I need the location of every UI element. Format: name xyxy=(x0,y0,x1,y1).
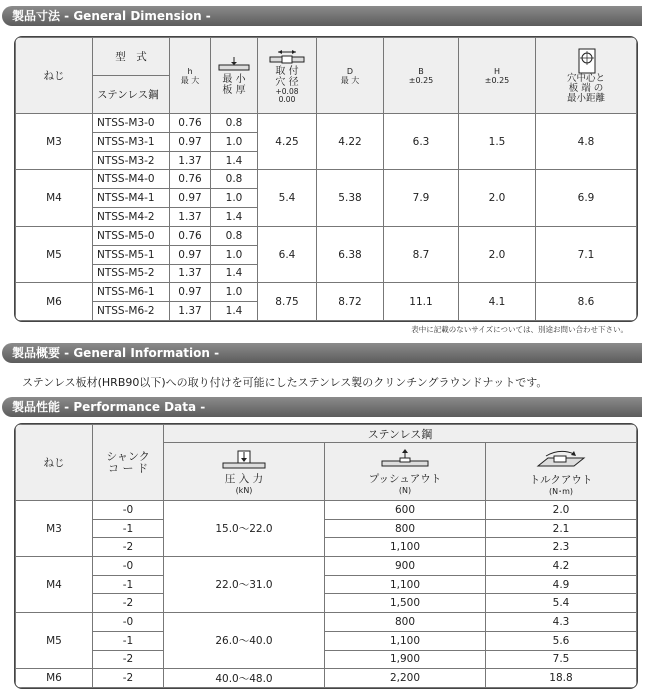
B-value: 6.3 xyxy=(384,114,459,170)
col-header-B xyxy=(384,38,459,114)
perf-header-pushout-unit: (N) xyxy=(398,485,412,495)
h-max: 1.37 xyxy=(170,151,211,170)
torque-out-value: 5.4 xyxy=(486,594,637,613)
performance-table xyxy=(15,424,637,688)
header-B-label: B xyxy=(418,66,424,76)
edge-distance: 6.9 xyxy=(536,170,637,226)
min-thickness: 1.0 xyxy=(211,189,258,208)
perf-header-press-force xyxy=(164,443,325,501)
mount-hole: 6.4 xyxy=(258,226,317,282)
table-row xyxy=(16,669,637,688)
section-bar-dimension: 製品寸法 - General Dimension - xyxy=(2,6,642,26)
pushout-value: 1,100 xyxy=(325,575,486,594)
h-max: 1.37 xyxy=(170,264,211,283)
torque-out-value: 2.1 xyxy=(486,519,637,538)
torque-out-value: 7.5 xyxy=(486,650,637,669)
part-number: NTSS-M4-0 xyxy=(93,170,170,189)
edge-distance: 7.1 xyxy=(536,226,637,282)
information-text: ステンレス板材(HRB90以下)への取り付けを可能にしたステンレス製のクリンチングラウンドナットです。 xyxy=(22,376,548,389)
h-max: 0.97 xyxy=(170,283,211,302)
table-row xyxy=(16,650,637,669)
table-row xyxy=(16,594,637,613)
h-max: 0.97 xyxy=(170,189,211,208)
pushout-value: 2,200 xyxy=(325,669,486,688)
table-row xyxy=(16,613,637,632)
mount-hole: 4.25 xyxy=(258,114,317,170)
part-number: NTSS-M3-2 xyxy=(93,151,170,170)
perf-header-torque-out xyxy=(486,443,637,501)
min-thickness: 1.0 xyxy=(211,132,258,151)
h-max: 0.76 xyxy=(170,226,211,245)
table-row xyxy=(16,170,637,189)
col-header-edge-distance xyxy=(536,38,637,114)
min-thickness: 1.4 xyxy=(211,302,258,321)
pushout-value: 800 xyxy=(325,519,486,538)
col-header-type: 型 式 xyxy=(93,38,170,76)
part-number: NTSS-M3-1 xyxy=(93,132,170,151)
torque-out-value: 18.8 xyxy=(486,669,637,688)
D-max: 5.38 xyxy=(317,170,384,226)
shank-code: -1 xyxy=(93,519,164,538)
dimension-note: 表中に記載のないサイズについては、別途お問い合わせ下さい。 xyxy=(411,325,628,334)
min-thickness: 0.8 xyxy=(211,226,258,245)
B-value: 8.7 xyxy=(384,226,459,282)
min-thickness: 0.8 xyxy=(211,114,258,133)
table-row xyxy=(16,519,637,538)
press-force: 40.0～48.0 xyxy=(164,669,325,688)
torque-out-value: 4.9 xyxy=(486,575,637,594)
torque-out-value: 2.3 xyxy=(486,538,637,557)
header-D-sub: 最 大 xyxy=(340,75,360,85)
col-header-H xyxy=(459,38,536,114)
H-value: 2.0 xyxy=(459,170,536,226)
perf-header-neji: ねじ xyxy=(16,425,93,501)
performance-table-frame xyxy=(14,423,638,689)
col-header-h xyxy=(170,38,211,114)
h-max: 1.37 xyxy=(170,208,211,227)
perf-header-stainless: ステンレス鋼 xyxy=(164,425,637,443)
table-row xyxy=(16,226,637,245)
part-number: NTSS-M3-0 xyxy=(93,114,170,133)
perf-header-shank-label: シャンク コ ー ド xyxy=(106,449,150,475)
neji-size: M5 xyxy=(16,226,93,282)
pushout-value: 1,500 xyxy=(325,594,486,613)
press-force: 15.0～22.0 xyxy=(164,501,325,557)
col-header-D xyxy=(317,38,384,114)
h-max: 1.37 xyxy=(170,302,211,321)
perf-header-shank-code xyxy=(93,425,164,501)
part-number: NTSS-M5-2 xyxy=(93,264,170,283)
D-max: 4.22 xyxy=(317,114,384,170)
header-D-label: D xyxy=(346,66,354,76)
header-min-thickness-label: 最 小 板 厚 xyxy=(222,73,246,96)
shank-code: -0 xyxy=(93,501,164,520)
col-header-min-thickness xyxy=(211,38,258,114)
perf-header-pushout-label: プッシュアウト xyxy=(368,472,442,485)
part-number: NTSS-M4-2 xyxy=(93,208,170,227)
min-thickness: 1.4 xyxy=(211,208,258,227)
table-row xyxy=(16,631,637,650)
pushout-value: 1,100 xyxy=(325,631,486,650)
part-number: NTSS-M4-1 xyxy=(93,189,170,208)
table-row xyxy=(16,114,637,133)
header-H-sub: ±0.25 xyxy=(484,75,510,85)
pushout-value: 1,900 xyxy=(325,650,486,669)
neji-size: M3 xyxy=(16,501,93,557)
H-value: 1.5 xyxy=(459,114,536,170)
shank-code: -2 xyxy=(93,538,164,557)
perf-header-pushout xyxy=(325,443,486,501)
header-h-label: h xyxy=(187,66,193,76)
perf-header-torque-unit: (N･m) xyxy=(548,486,574,496)
dimension-table-frame xyxy=(14,36,638,322)
B-value: 7.9 xyxy=(384,170,459,226)
h-max: 0.97 xyxy=(170,245,211,264)
H-value: 2.0 xyxy=(459,226,536,282)
shank-code: -1 xyxy=(93,575,164,594)
min-thickness: 0.8 xyxy=(211,170,258,189)
torque-out-value: 4.2 xyxy=(486,557,637,576)
h-max: 0.76 xyxy=(170,170,211,189)
min-thickness: 1.0 xyxy=(211,245,258,264)
neji-size: M6 xyxy=(16,669,93,688)
mount-hole: 8.75 xyxy=(258,283,317,321)
perf-header-press-unit: (kN) xyxy=(235,485,253,495)
H-value: 4.1 xyxy=(459,283,536,321)
section-bar-performance: 製品性能 - Performance Data - xyxy=(2,397,642,417)
mount-hole: 5.4 xyxy=(258,170,317,226)
header-mount-hole-label: 取 付 穴 径 xyxy=(275,65,299,88)
min-thickness: 1.4 xyxy=(211,264,258,283)
part-number: NTSS-M5-0 xyxy=(93,226,170,245)
hole-edge-distance-icon xyxy=(573,48,599,74)
edge-distance: 8.6 xyxy=(536,283,637,321)
table-row xyxy=(16,501,637,520)
table-row xyxy=(16,557,637,576)
neji-size: M4 xyxy=(16,557,93,613)
pushout-value: 900 xyxy=(325,557,486,576)
min-thickness: 1.0 xyxy=(211,283,258,302)
dimension-table xyxy=(15,37,637,321)
header-edge-distance-label: 穴中心と 板 端 の 最小距離 xyxy=(566,72,605,104)
D-max: 8.72 xyxy=(317,283,384,321)
press-force: 22.0～31.0 xyxy=(164,557,325,613)
pushout-icon xyxy=(380,449,430,471)
header-H-label: H xyxy=(493,66,500,76)
table-row xyxy=(16,575,637,594)
perf-header-torque-label: トルクアウト xyxy=(529,473,593,486)
torque-out-value: 2.0 xyxy=(486,501,637,520)
pushout-value: 1,100 xyxy=(325,538,486,557)
press-force: 26.0～40.0 xyxy=(164,613,325,669)
shank-code: -0 xyxy=(93,557,164,576)
table-row xyxy=(16,283,637,302)
col-header-mount-hole xyxy=(258,38,317,114)
h-max: 0.97 xyxy=(170,132,211,151)
part-number: NTSS-M5-1 xyxy=(93,245,170,264)
header-h-sub: 最 大 xyxy=(180,75,200,85)
header-B-sub: ±0.25 xyxy=(408,75,434,85)
col-header-neji: ねじ xyxy=(16,38,93,114)
part-number: NTSS-M6-1 xyxy=(93,283,170,302)
shank-code: -2 xyxy=(93,594,164,613)
neji-size: M5 xyxy=(16,613,93,669)
press-in-icon xyxy=(221,449,267,471)
table-row xyxy=(16,538,637,557)
col-header-stainless: ステンレス鋼 xyxy=(93,76,170,114)
neji-size: M6 xyxy=(16,283,93,321)
shank-code: -2 xyxy=(93,669,164,688)
shank-code: -1 xyxy=(93,631,164,650)
shank-code: -0 xyxy=(93,613,164,632)
plate-thickness-icon xyxy=(217,56,251,74)
pushout-value: 600 xyxy=(325,501,486,520)
torque-out-icon xyxy=(534,448,588,472)
h-max: 0.76 xyxy=(170,114,211,133)
torque-out-value: 5.6 xyxy=(486,631,637,650)
neji-size: M3 xyxy=(16,114,93,170)
perf-header-press-label: 圧 入 力 xyxy=(224,472,264,485)
part-number: NTSS-M6-2 xyxy=(93,302,170,321)
B-value: 11.1 xyxy=(384,283,459,321)
torque-out-value: 4.3 xyxy=(486,613,637,632)
min-thickness: 1.4 xyxy=(211,151,258,170)
header-mount-hole-tolerance: +0.08 0.00 xyxy=(275,86,299,104)
section-bar-information: 製品概要 - General Information - xyxy=(2,343,642,363)
shank-code: -2 xyxy=(93,650,164,669)
pushout-value: 800 xyxy=(325,613,486,632)
neji-size: M4 xyxy=(16,170,93,226)
mounting-hole-icon xyxy=(268,48,306,66)
edge-distance: 4.8 xyxy=(536,114,637,170)
D-max: 6.38 xyxy=(317,226,384,282)
